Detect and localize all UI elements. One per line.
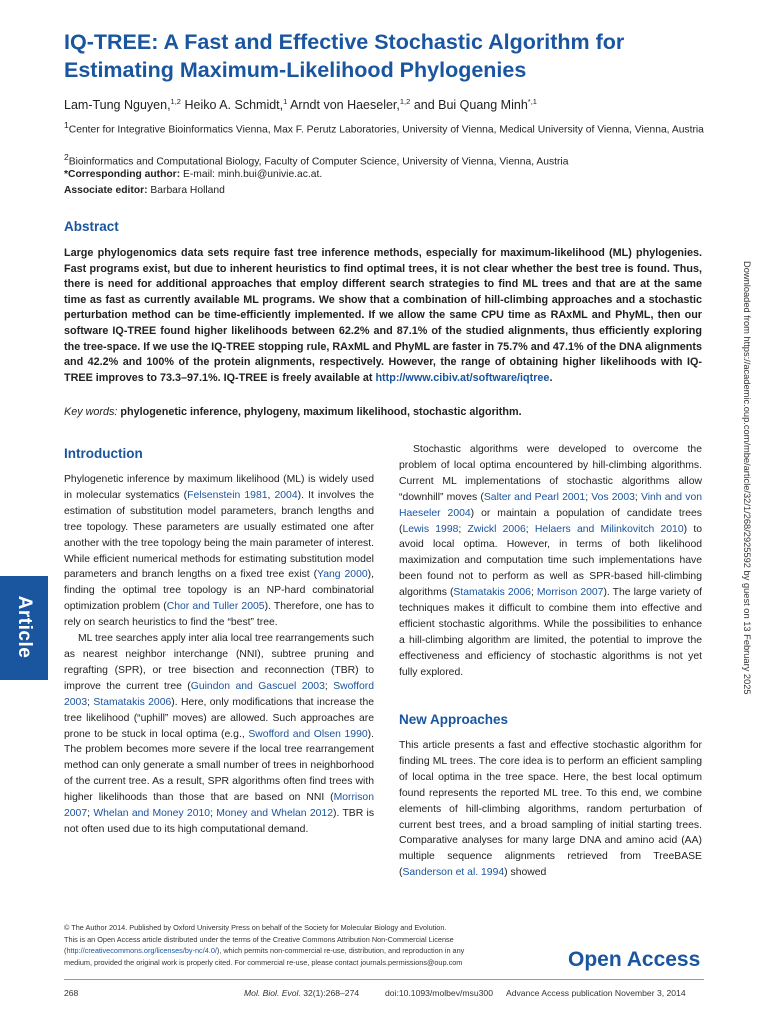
article-title: IQ-TREE: A Fast and Effective Stochastic Algorithm for Estimating Maximum-Likelihood Phylogenies <box>64 30 625 82</box>
introduction-heading: Introduction <box>64 446 143 461</box>
license-link[interactable]: http://creativecommons.org/licenses/by-nc/4.0/ <box>66 946 217 955</box>
author-list <box>64 97 537 112</box>
intro-paragraph-2: ML tree searches apply inter alia local tree rearrangements such as nearest neighbor interchange (NNI), subtree pruning and regrafting (SPR), or tree bisection and reconnection (TBR) to improve the current tree (Guindon and Gascuel 2003; Swofford 2003; Stamatakis 2006). Here, only modifications that increase the tree likelihood (“uphill” moves) are allowed. Such approaches are prone to be stuck in local optima (e.g., Swofford and Olsen 1990). The problem becomes more severe if the local tree rearrangement method can only generate a small number of trees in neighborhood of the current tree. As a result, SPR algorithms often find trees with higher likelihoods than those that are based on NNI (Morrison 2007; Whelan and Money 2010; Money and Whelan 2012). TBR is not often used due to its high computational demand. <box>64 633 375 835</box>
author-name: Lam-Tung Nguyen,$^{1,2}$ <box>64 97 181 113</box>
affiliation-2: $^2$Bioinformatics and Computational Biology, Faculty of Computer Science, University of Vienna, Vienna, Austria <box>64 152 569 168</box>
page-number: 268 <box>64 988 79 998</box>
citation-link[interactable]: Vos 2003 <box>591 491 635 503</box>
citation-link[interactable]: Morrison 2007 <box>536 587 604 599</box>
corresponding-author: *Corresponding author: E-mail: minh.bui@univie.ac.at. <box>64 169 323 180</box>
open-access-label: Open Access <box>568 948 701 971</box>
doi: doi:10.1093/molbev/msu300 <box>385 988 493 998</box>
intro-paragraph-1: Phylogenetic inference by maximum likelihood (ML) is widely used in molecular systematics (Felsenstein 1981, 2004). It involves the estimation of substitution model parameters, branch lengths and tree topology. These parameters are usually estimated one after another with the tree topology being the main parameter of interest. While efficient numerical methods for estimating substitution model parameters and branch lengths on a fixed tree exist (Yang 2000), finding the optimal tree topology is an NP-hard combinatorial optimization problem (Chor and Tuller 2005). Therefore, one has to rely on search heuristics to find the “best” tree. <box>64 474 375 629</box>
citation-link[interactable]: Chor and Tuller 2005 <box>166 601 265 613</box>
new-approaches-heading: New Approaches <box>399 712 509 727</box>
new-approaches-body <box>399 738 702 881</box>
citation-link[interactable]: Stamatakis 2006 <box>93 696 172 708</box>
right-column-body <box>399 442 702 681</box>
keywords: Key words: phylogenetic inference, phylogeny, maximum likelihood, stochastic algorithm. <box>64 406 522 418</box>
abstract-heading: Abstract <box>64 219 119 234</box>
citation-link[interactable]: Yang 2000 <box>317 569 368 581</box>
citation-link[interactable]: 2004 <box>274 489 298 501</box>
article-side-tab <box>0 576 48 680</box>
citation-link[interactable]: Swofford and Olsen 1990 <box>248 728 368 740</box>
citation-link[interactable]: Lewis 1998 <box>402 523 459 535</box>
introduction-body <box>64 472 374 838</box>
citation-link[interactable]: Money and Whelan 2012 <box>216 808 333 820</box>
license-line-3: (http://creativecommons.org/licenses/by-nc/4.0/), which permits non-commercial re-use, distribution, and reproduction in any <box>64 946 465 955</box>
citation-link[interactable]: Swofford 2003 <box>64 680 375 708</box>
journal-citation: Mol. Biol. Evol. 32(1):268–274 <box>244 988 360 998</box>
citation-link[interactable]: Vinh and von Haeseler 2004 <box>399 491 702 519</box>
footer-divider <box>64 979 704 980</box>
license-line-4: medium, provided the original work is properly cited. For commercial re-use, please contact journals.permissions@oup.com <box>64 957 463 967</box>
license-line-1: © The Author 2014. Published by Oxford University Press on behalf of the Society for Molecular Biology and Evolution. <box>64 923 447 932</box>
license-line-2: This is an Open Access article distributed under the terms of the Creative Commons Attribution Non-Commercial License <box>64 934 454 944</box>
citation-link[interactable]: Morrison 2007 <box>64 792 374 820</box>
download-watermark-text: Downloaded from https://academic.oup.com/mbe/article/32/1/268/2925592 by guest on 13 February 2025 <box>742 261 752 695</box>
right-paragraph-1: Stochastic algorithms were developed to overcome the problem of local optima encountered by hill-climbing algorithms. Current ML implementations of stochastic algorithms allow “downhill” moves (Salter and Pearl 2001; Vos 2003; Vinh and von Haeseler 2004) or maintain a population of candidate trees (Lewis 1998; Zwickl 2006; Helaers and Milinkovitch 2010) to avoid local optima. However, in terms of both likelihood maximization and computation time such implementations have been found not to perform as well as SPR-based hill-climbing algorithms (Stamatakis 2006; Morrison 2007). The large variety of techniques makes it difficult to combine them into effective and efficient stochastic algorithms. While the possibilities to enhance a hill-climbing algorithm are limited, the potential to improve the effectiveness and efficiency of stochastic algorithms is not yet fully explored. <box>399 444 702 678</box>
download-watermark <box>740 261 754 824</box>
side-tab-label: Article <box>14 595 35 659</box>
citation-link[interactable]: Zwickl 2006 <box>467 523 526 535</box>
citation-link[interactable]: Stamatakis 2006 <box>453 587 531 599</box>
citation-link[interactable]: Sanderson et al. 1994 <box>402 867 505 879</box>
affiliation-1: $^1$Center for Integrative Bioinformatics Vienna, Max F. Perutz Laboratories, University of Vienna, Medical University of Vienna, Vienna, Austria <box>64 120 704 136</box>
citation-link[interactable]: Guindon and Gascuel 2003 <box>190 680 325 692</box>
associate-editor: Associate editor: Barbara Holland <box>64 185 225 196</box>
advance-access: Advance Access publication November 3, 2014 <box>506 988 686 998</box>
abstract-text: Large phylogenomics data sets require fast tree inference methods, especially for maximum-likelihood (ML) phylogenies. Fast programs exist, but due to inherent heuristics to find optimal trees, it is not clear whether the best tree is found. Thus, there is need for additional approaches that employ different search strategies to find ML trees and that are at the same time as fast as currently available ML programs. We show that a combination of hill-climbing approaches and a stochastic perturbation method can be time-efficiently implemented. If we allow the same CPU time as RAxML and PhyML, then our software IQ-TREE found higher likelihoods between 62.2% and 87.1% of the studied alignments, thus efficiently exploring the tree-space. If we use the IQ-TREE stopping rule, RAxML and PhyML are faster in 75.7% and 47.1% of the DNA alignments and 42.2% and 100% of the protein alignments, respectively. However, the range of obtaining higher likelihoods with IQ-TREE improves to 73.3–97.1%. IQ-TREE is freely available at http://www.cibiv.at/software/iqtree. <box>64 247 702 384</box>
citation-link[interactable]: Helaers and Milinkovitch 2010 <box>534 523 684 535</box>
iqtree-link[interactable]: http://www.cibiv.at/software/iqtree <box>375 371 550 384</box>
citation-link[interactable]: Salter and Pearl 2001 <box>483 491 586 503</box>
license-note <box>64 922 564 968</box>
citation-link[interactable]: Whelan and Money 2010 <box>93 808 211 820</box>
author-name: and Bui Quang Minh$^{*,1}$ <box>413 97 537 113</box>
author-name: Heiko A. Schmidt,$^1$ <box>184 97 288 113</box>
author-name: Arndt von Haeseler,$^{1,2}$ <box>290 97 411 113</box>
citation-link[interactable]: Felsenstein 1981 <box>187 489 268 501</box>
new-approaches-paragraph: This article presents a fast and effective stochastic algorithm for finding ML trees. The core idea is to perform an efficient sampling of local optima in the tree space. Here, the best local optimum found represents the reported ML tree. To this end, we combine elements of hill-climbing algorithms, random perturbation of current best trees, and a broad sampling of initial starting trees. Comparative analyses for many large DNA and amino acid (AA) multiple sequence alignments retrieved from TreeBASE (Sanderson et al. 1994) showed <box>399 740 702 879</box>
